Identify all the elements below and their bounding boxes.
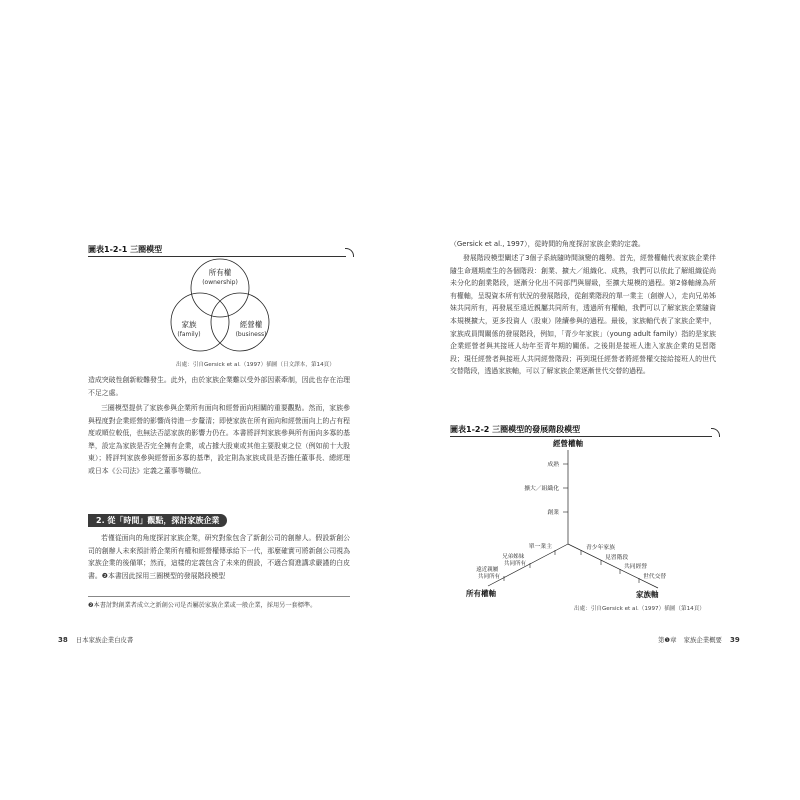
right-paragraph-2: 發展階段模型闡述了3個子系統隨時間演變的趨勢。首先，經營權軸代表家族企業伴隨生命週期產生的各個階段：創業、擴大／組織化、成熟，我們可以依此了解組織從尚未分化的創業階段，逐漸分化出不同部門與層級，至擴大規模的過程。第2條軸線為所有權軸，呈現資本所有狀況的發展階段，從創業階段的單一業主（創辦人），走向兄弟姊妹共同所有，再發展至遠近親屬共同所有，透過所有權軸，我們可以了解家族企業隨資本規模擴大，更多投資人（股東）陸續參與的過程。最後，家族軸代表了家族企業中，家族成員間關係的發展階段，例如，「青少年家族」（young adult family）指的是家族企業經營者與其接班人幼年至青年期的關係。之後則是接班人進入家族企業的見習階段；現任經營者與接班人共同經營階段；再到現任經營者將經營權交接給接班人的世代交替階段，透過家族軸，可以了解家族企業逐漸世代交替的過程。 [450, 254, 716, 376]
paragraph-2: 三圈模型提供了家族參與企業所有面向和經營面向相關的重要觀點。然而，家族參與程度對企業經營的影響尚待進一步釐清；即使家族在所有面向和經營面向上的占有程度或順位較低，也無法否認家族的影響力仍在。本書將評判家族參與所有面向多寡的基準，設定為家族是否完全擁有企業，或占據大股東或其他主要股東之位（例如前十大股東）；將評判家族參與經營面多寡的基準，設定則為家族成員是否擔任董事長、總經理或日本《公司法》定義之董事等職位。 [88, 404, 350, 475]
right-paragraph-1: （Gersick et al., 1997），從時間的角度探討家族企業的定義。 [450, 240, 645, 248]
section-heading: 2. 從「時間」觀點，探討家族企業 [88, 514, 227, 527]
tick-label-joint-management: 共同經營 [624, 564, 648, 570]
family-label: 家族 [181, 320, 197, 329]
figure-2-title: 圖表1-2-2 三圈模型的發展階段模型 [450, 425, 581, 434]
right-page-folio [658, 635, 740, 644]
siblings-line-1: 兄弟姊妹 [502, 554, 525, 560]
ownership-axis [488, 544, 568, 586]
right-page [400, 0, 800, 800]
family-axis-label: 家族軸 [636, 590, 659, 599]
page-number: 38 [58, 636, 68, 644]
paragraph-3: 若僅從面向的角度探討家族企業，研究對象包含了新創公司的創辦人。假設新創公司的創辦人未來預計將企業所有權和經營權傳承給下一代，那麼確實可將新創公司視為家族企業的後備軍；然而，這樣的定義包含了未來的假設，不適合寫進講求嚴謹的白皮書。❷本書因此採用三圈模型的發展階段模型 [88, 534, 350, 580]
page-folio [58, 635, 133, 644]
family-circle [171, 293, 229, 351]
tick-label-siblings [502, 552, 526, 567]
business-label: 經營權 [239, 320, 263, 329]
footnote-rule [88, 596, 350, 597]
right-page-number: 39 [729, 636, 740, 644]
figure-title-corner [345, 248, 354, 257]
right-running-title: 家族企業概要 [683, 636, 722, 644]
tick-label-mature: 成熟 [547, 462, 559, 468]
tick-label-expand: 擴大／組織化 [524, 486, 559, 492]
cousins-line-2: 共同所有 [477, 574, 500, 580]
business-sub: (business) [235, 331, 267, 338]
figure-2-source: 出處：引自Gersick et al.（1997）插圖（第14頁） [574, 606, 705, 612]
cousins-line-1: 遠近親屬 [476, 567, 499, 573]
tick-label-apprentice: 見習階段 [605, 555, 629, 561]
siblings-line-2: 共同所有 [503, 561, 526, 567]
chapter-label: 第❶章 [658, 636, 677, 644]
tick-label-cousins [476, 565, 500, 580]
tick-label-young-family: 青少年家族 [586, 545, 615, 551]
figure-source: 出處：引自Gersick et al.（1997）插圖（日文譯本，第14頁） [176, 362, 335, 368]
family-sub: (family) [177, 331, 201, 338]
footnote: ❷本書討對創業者成立之新創公司是否屬於家族企業或一般企業，採用另一套標準。 [88, 602, 317, 609]
paragraph-1: 造成突破性創新較難發生。此外，由於家族企業難以受外部因素牽制，因此也存在治理不足之處。 [88, 376, 350, 397]
development-stage-diagram [460, 436, 730, 606]
running-title: 日本家族企業白皮書 [75, 636, 134, 644]
ownership-axis-label: 所有權軸 [466, 589, 496, 598]
tick-label-succession: 世代交替 [643, 574, 667, 580]
business-axis-label: 經營權軸 [553, 439, 583, 448]
ownership-sub: (ownership) [202, 279, 238, 286]
three-circle-diagram [155, 255, 285, 360]
ownership-label: 所有權 [208, 268, 232, 277]
tick-label-startup: 創業 [547, 510, 559, 516]
tick-label-single-owner: 單一業主 [528, 544, 552, 550]
figure-title: 圖表1-2-1 三圈模型 [88, 245, 163, 254]
